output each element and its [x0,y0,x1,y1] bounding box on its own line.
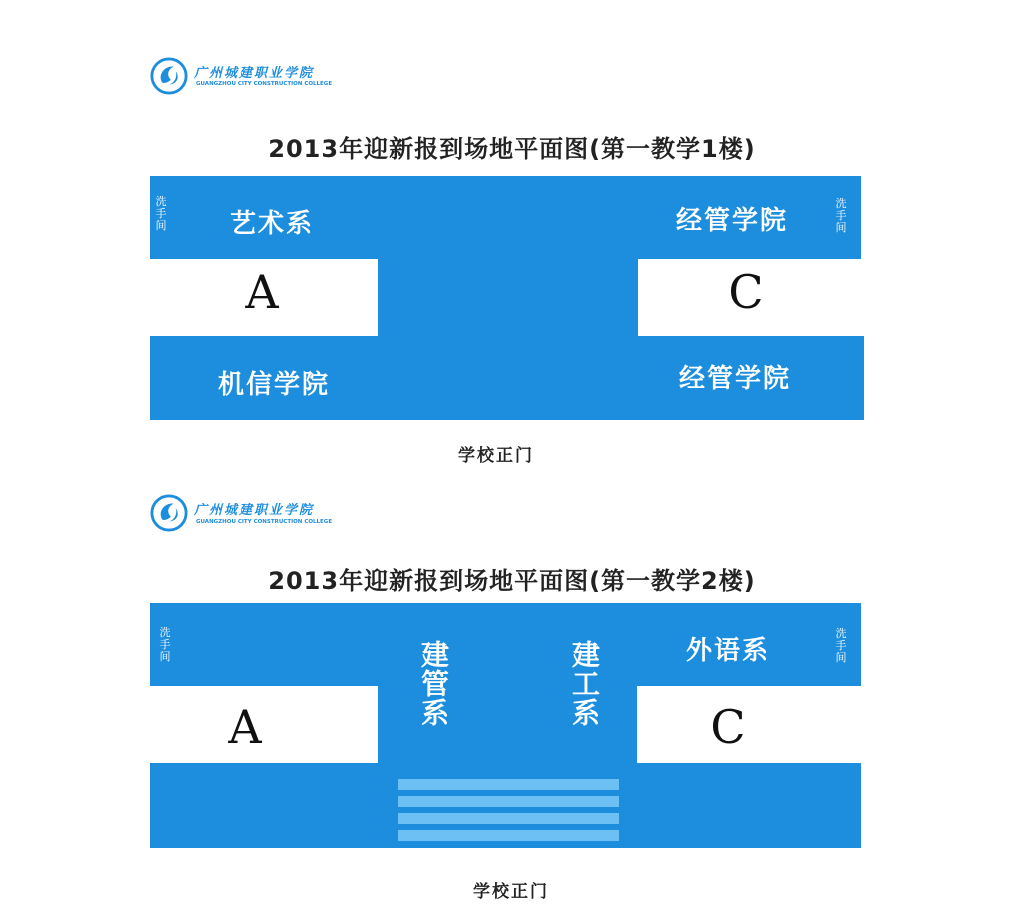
floor-1-main-gate: 学校正门 [458,446,534,466]
floor-1-zone-c-label: C [728,265,764,319]
college-name-cn: 广州城建职业学院 [194,66,315,81]
floor-1-dept-bottom-right: 经管学院 [679,364,792,394]
floor-2-stair-step [398,779,619,790]
floor-2-stair-step [398,830,619,841]
floor-2-restroom-right: 洗手间 [835,627,847,664]
floor-2-dept-top-right: 外语系 [686,636,771,666]
floor-1-restroom-left: 洗手间 [155,195,167,232]
floor-2-restroom-left: 洗手间 [159,626,171,663]
college-emblem-icon [150,494,188,532]
floor-2-main-gate: 学校正门 [473,882,549,902]
floor-1-hall-edge [861,336,864,420]
floor-2-dept-center-right: 建工系 [568,640,601,727]
floor-1-dept-top-right: 经管学院 [676,206,789,236]
floor-2-title: 2013年迎新报到场地平面图(第一教学2楼) [268,567,756,595]
floor-2-dept-center-left: 建管系 [417,640,450,727]
floor-1-dept-top-left: 艺术系 [230,209,315,239]
college-emblem-icon [150,57,188,95]
floor-1-title: 2013年迎新报到场地平面图(第一教学1楼) [268,135,756,163]
college-name-en: GUANGZHOU CITY CONSTRUCTION COLLEGE [196,81,333,87]
floor-1-restroom-right: 洗手间 [835,197,847,234]
floor-2-zone-c-label: C [710,700,746,754]
college-name-en: GUANGZHOU CITY CONSTRUCTION COLLEGE [196,519,333,525]
floor-2-stair-step [398,813,619,824]
floor-2-zone-a-label: A [228,700,262,754]
floor-1-zone-a-label: A [245,265,279,319]
college-name-cn: 广州城建职业学院 [194,503,315,518]
floor-2-stair-step [398,796,619,807]
floor-1-dept-bottom-left: 机信学院 [218,370,331,400]
